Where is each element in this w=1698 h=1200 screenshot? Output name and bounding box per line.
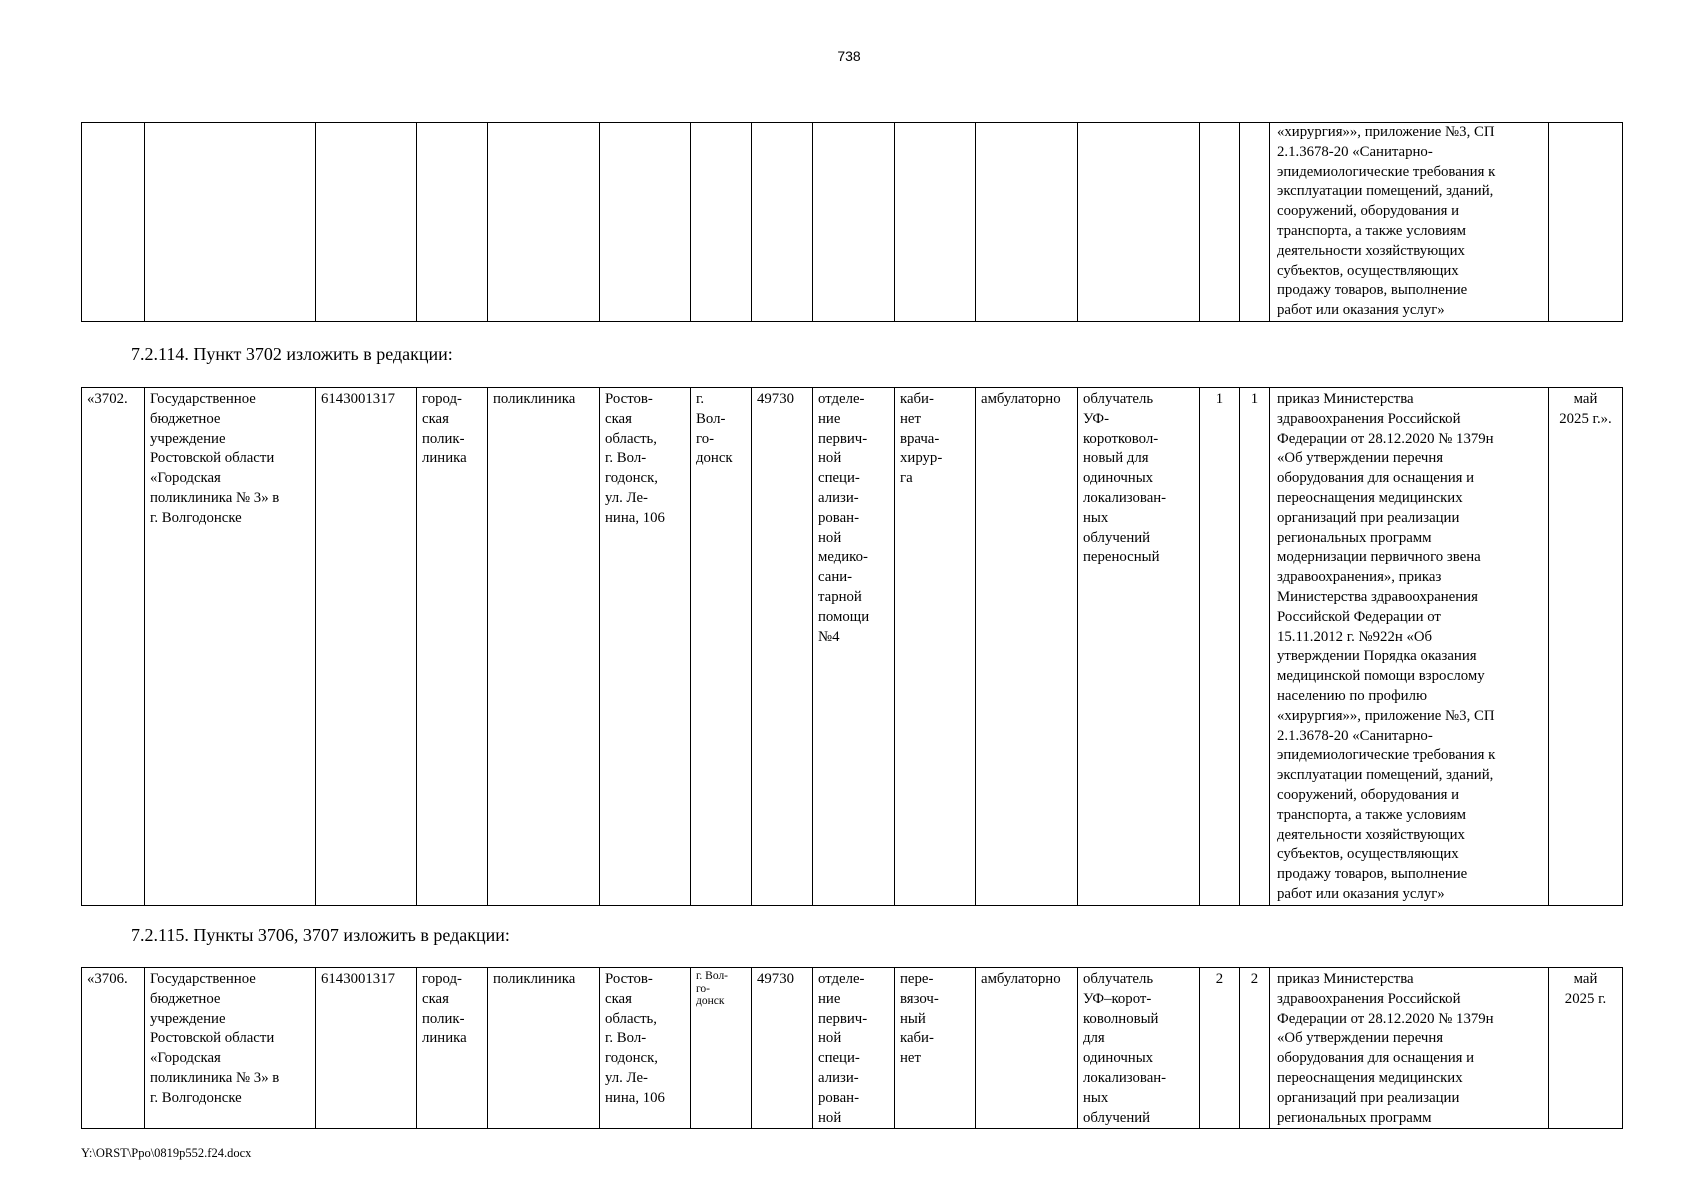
- cell-qty2: 2: [1240, 968, 1270, 1129]
- cell-code: [752, 123, 813, 322]
- item-3702-table: [81, 387, 1623, 906]
- cell-num: [82, 123, 145, 322]
- cell-num: «3702.: [82, 388, 145, 906]
- cell-device: [1078, 123, 1200, 322]
- cell-org: Государственное бюджетное учреждение Ростовской области «Городская поликлиника № 3» в г. Волгодонске: [145, 968, 316, 1129]
- cell-address: Ростов- ская область, г. Вол- годонск, ул. Ле- нина, 106: [600, 388, 691, 906]
- cell-inn: 6143001317: [316, 968, 417, 1129]
- cell-type: город- ская полик- линика: [417, 968, 488, 1129]
- cell-org: Государственное бюджетное учреждение Ростовской области «Городская поликлиника № 3» в г. Волгодонске: [145, 388, 316, 906]
- table-row: [82, 123, 1623, 322]
- cell-date: май 2025 г.: [1549, 968, 1623, 1129]
- cell-room: пере- вязоч- ный каби- нет: [895, 968, 976, 1129]
- cell-category: [488, 123, 600, 322]
- cell-department: отделе- ние первич- ной специ- ализи- рован- ной медико- сани- тарной помощи №4: [813, 388, 895, 906]
- cell-city: [691, 123, 752, 322]
- cell-category: поликлиника: [488, 968, 600, 1129]
- cell-docs: приказ Министерства здравоохранения Российской Федерации от 28.12.2020 № 1379н «Об утверждении перечня оборудования для оснащения и переоснащения медицинских организаций при реализации региональных программ: [1270, 968, 1549, 1129]
- cell-qty1: [1200, 123, 1240, 322]
- cell-category: поликлиника: [488, 388, 600, 906]
- cell-department: отделе- ние первич- ной специ- ализи- рован- ной: [813, 968, 895, 1129]
- cell-docs: «хирургия»», приложение №3, СП 2.1.3678-20 «Санитарно- эпидемиологические требования к эксплуатации помещений, зданий, сооружений, оборудования и транспорта, а также условиям деятельности хозяйствующих субъектов, осуществляющих продажу товаров, выполнение работ или оказания услуг»: [1270, 123, 1549, 322]
- cell-department: [813, 123, 895, 322]
- cell-device: облучатель УФ- коротковол- новый для одиночных локализован- ных облучений переносный: [1078, 388, 1200, 906]
- cell-mode: [976, 123, 1078, 322]
- page-number: 738: [837, 48, 861, 64]
- cell-inn: 6143001317: [316, 388, 417, 906]
- cell-address: [600, 123, 691, 322]
- cell-device: облучатель УФ–корот- коволновый для одиночных локализован- ных облучений: [1078, 968, 1200, 1129]
- cell-qty2: [1240, 123, 1270, 322]
- footer-file-path: Y:\ORST\Ppo\0819p552.f24.docx: [81, 1146, 252, 1160]
- cell-type: [417, 123, 488, 322]
- continuation-table: [81, 122, 1623, 322]
- cell-room: каби- нет врача- хирур- га: [895, 388, 976, 906]
- cell-code: 49730: [752, 388, 813, 906]
- cell-qty1: 1: [1200, 388, 1240, 906]
- cell-docs: приказ Министерства здравоохранения Российской Федерации от 28.12.2020 № 1379н «Об утверждении перечня оборудования для оснащения и переоснащения медицинских организаций при реализации региональных программ модернизации первичного звена здравоохранения», приказ Министерства здравоохранения Российской Федерации от 15.11.2012 г. №922н «Об утверждении Порядка оказания медицинской помощи взрослому населению по профилю «хирургия»», приложение №3, СП 2.1.3678-20 «Санитарно- эпидемиологические требования к эксплуатации помещений, зданий, сооружений, оборудования и транспорта, а также условиям деятельности хозяйствующих субъектов, осуществляющих продажу товаров, выполнение работ или оказания услуг»: [1270, 388, 1549, 906]
- cell-code: 49730: [752, 968, 813, 1129]
- cell-type: город- ская полик- линика: [417, 388, 488, 906]
- cell-qty1: 2: [1200, 968, 1240, 1129]
- cell-qty2: 1: [1240, 388, 1270, 906]
- cell-date: май 2025 г.».: [1549, 388, 1623, 906]
- table-row: [82, 388, 1623, 906]
- cell-date: [1549, 123, 1623, 322]
- cell-num: «3706.: [82, 968, 145, 1129]
- cell-mode: амбулаторно: [976, 968, 1078, 1129]
- item-3706-table: [81, 967, 1623, 1129]
- cell-mode: амбулаторно: [976, 388, 1078, 906]
- cell-room: [895, 123, 976, 322]
- section-heading-7-2-114: 7.2.114. Пункт 3702 изложить в редакции:: [131, 344, 453, 364]
- section-heading-7-2-115: 7.2.115. Пункты 3706, 3707 изложить в редакции:: [131, 925, 510, 945]
- cell-address: Ростов- ская область, г. Вол- годонск, ул. Ле- нина, 106: [600, 968, 691, 1129]
- table-row: [82, 968, 1623, 1129]
- cell-org: [145, 123, 316, 322]
- cell-inn: [316, 123, 417, 322]
- cell-city: г. Вол- го- донск: [691, 968, 752, 1129]
- cell-city: г. Вол- го- донск: [691, 388, 752, 906]
